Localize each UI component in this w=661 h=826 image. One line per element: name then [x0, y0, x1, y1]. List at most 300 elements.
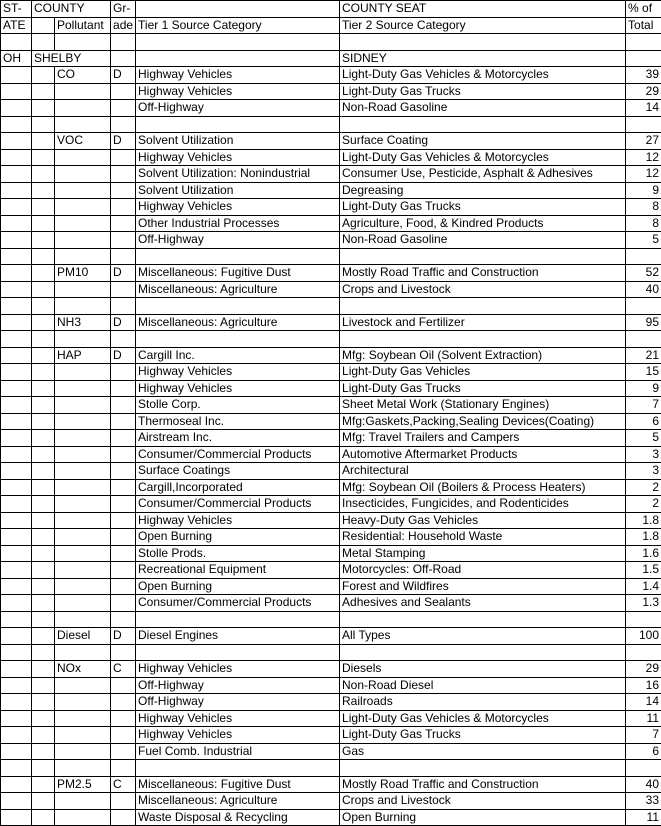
header-grade: Gr- [111, 1, 136, 18]
state-cell [1, 166, 32, 183]
table-row [1, 166, 661, 183]
tier1-cell: Fuel Comb. Industrial [136, 743, 340, 760]
state-cell [1, 496, 32, 513]
pct-cell: 3 [626, 446, 661, 463]
blank-cell [55, 644, 111, 661]
state-cell [1, 446, 32, 463]
blank-cell [32, 116, 55, 133]
state-cell [1, 430, 32, 447]
county-cell [32, 793, 55, 810]
tier2-cell: Metal Stamping [340, 545, 626, 562]
pollutant-cell: Diesel [55, 628, 111, 645]
grade-cell [111, 809, 136, 826]
table-row [1, 364, 661, 381]
pct-cell: 1.5 [626, 562, 661, 579]
table-row [1, 182, 661, 199]
table-row [1, 793, 661, 810]
pct-cell: 33 [626, 793, 661, 810]
grade-cell [111, 496, 136, 513]
grade-cell [111, 529, 136, 546]
pollutant-cell [55, 149, 111, 166]
tier2-cell: Light-Duty Gas Vehicles [340, 364, 626, 381]
tier2-cell: Non-Road Diesel [340, 677, 626, 694]
header-state-2: ATE [1, 17, 32, 34]
table-row [1, 628, 661, 645]
tier1-cell: Consumer/Commercial Products [136, 446, 340, 463]
pct-cell: 100 [626, 628, 661, 645]
state-cell [1, 595, 32, 612]
blank-cell [136, 611, 340, 628]
blank-cell [1, 116, 32, 133]
table-row [1, 694, 661, 711]
pollutant-cell [55, 281, 111, 298]
pollutant-cell: PM10 [55, 265, 111, 282]
header-pct: % of [626, 1, 661, 18]
grade-cell [111, 545, 136, 562]
header-row-1 [1, 1, 661, 18]
state-cell [1, 215, 32, 232]
tier2-cell: Mfg: Soybean Oil (Solvent Extraction) [340, 347, 626, 364]
header-total: Total [626, 17, 661, 34]
blank-cell [136, 331, 340, 348]
pollutant-cell [55, 413, 111, 430]
header-county: COUNTY [32, 1, 111, 18]
tier2-cell: Sheet Metal Work (Stationary Engines) [340, 397, 626, 414]
grade-cell [111, 199, 136, 216]
table-row [1, 100, 661, 117]
tier1-cell: Stolle Corp. [136, 397, 340, 414]
tier2-cell: Crops and Livestock [340, 793, 626, 810]
tier1-cell: Highway Vehicles [136, 380, 340, 397]
county-cell [32, 677, 55, 694]
pollutant-cell: HAP [55, 347, 111, 364]
table-row [1, 281, 661, 298]
spacer-row [1, 611, 661, 628]
tier1-cell: Miscellaneous: Fugitive Dust [136, 776, 340, 793]
tier1-cell: Miscellaneous: Agriculture [136, 314, 340, 331]
blank-cell [32, 760, 55, 777]
pct-cell: 16 [626, 677, 661, 694]
tier1-cell: Other Industrial Processes [136, 215, 340, 232]
tier1-cell: Thermoseal Inc. [136, 413, 340, 430]
state-cell [1, 199, 32, 216]
state-cell [1, 100, 32, 117]
county-cell [32, 149, 55, 166]
tier2-cell: Non-Road Gasoline [340, 100, 626, 117]
table-row [1, 677, 661, 694]
county-cell: SHELBY [32, 50, 111, 67]
pct-cell: 1.3 [626, 595, 661, 612]
pct-cell: 15 [626, 364, 661, 381]
state-cell [1, 661, 32, 678]
blank-cell [111, 644, 136, 661]
county-cell [32, 215, 55, 232]
blank-cell [55, 611, 111, 628]
tier2-cell: Mfg: Travel Trailers and Campers [340, 430, 626, 447]
blank-cell [32, 611, 55, 628]
state-cell [1, 793, 32, 810]
grade-cell: D [111, 628, 136, 645]
grade-cell [111, 694, 136, 711]
county-cell [32, 430, 55, 447]
header-state: ST- [1, 1, 32, 18]
tier2-cell: Degreasing [340, 182, 626, 199]
state-cell [1, 149, 32, 166]
pct-cell: 6 [626, 743, 661, 760]
pollutant-cell: NOx [55, 661, 111, 678]
pct-cell: 6 [626, 413, 661, 430]
blank-cell [626, 248, 661, 265]
blank-cell [136, 116, 340, 133]
pollutant-cell [55, 595, 111, 612]
tier2-cell: Light-Duty Gas Vehicles & Motorcycles [340, 710, 626, 727]
blank-cell [626, 644, 661, 661]
pct-cell: 8 [626, 199, 661, 216]
table-row [1, 529, 661, 546]
tier2-cell: Adhesives and Sealants [340, 595, 626, 612]
table-row [1, 595, 661, 612]
state-cell [1, 628, 32, 645]
pollutant-cell: CO [55, 67, 111, 84]
tier1-cell: Highway Vehicles [136, 67, 340, 84]
tier2-cell: Gas [340, 743, 626, 760]
header-pollutant: Pollutant [55, 17, 111, 34]
state-cell [1, 743, 32, 760]
header-blank [32, 17, 55, 34]
grade-cell [111, 479, 136, 496]
state-cell: OH [1, 50, 32, 67]
pct-cell: 3 [626, 463, 661, 480]
county-seat-cell: SIDNEY [340, 50, 626, 67]
blank-cell [32, 298, 55, 315]
state-cell [1, 265, 32, 282]
table-row [1, 479, 661, 496]
state-cell [1, 413, 32, 430]
tier1-cell: Solvent Utilization [136, 182, 340, 199]
table-row [1, 430, 661, 447]
county-cell [32, 397, 55, 414]
state-cell [1, 133, 32, 150]
table-row [1, 67, 661, 84]
grade-cell: C [111, 776, 136, 793]
pct-cell: 40 [626, 776, 661, 793]
spacer-row [1, 644, 661, 661]
county-cell [32, 628, 55, 645]
spacer-row [1, 248, 661, 265]
pct-cell: 14 [626, 100, 661, 117]
county-cell [32, 166, 55, 183]
blank-cell [111, 248, 136, 265]
table-row [1, 661, 661, 678]
state-cell [1, 479, 32, 496]
state-cell [1, 314, 32, 331]
county-cell [32, 809, 55, 826]
county-cell [32, 578, 55, 595]
grade-cell [111, 562, 136, 579]
pollutant-cell [55, 397, 111, 414]
county-cell [32, 314, 55, 331]
tier1-cell: Miscellaneous: Agriculture [136, 793, 340, 810]
blank-cell [626, 760, 661, 777]
tier1-cell: Open Burning [136, 529, 340, 546]
pct-cell: 1.8 [626, 529, 661, 546]
blank-cell [626, 34, 661, 51]
grade-cell [111, 83, 136, 100]
grade-cell [111, 710, 136, 727]
blank-cell [340, 116, 626, 133]
pollutant-cell [55, 182, 111, 199]
grade-cell: C [111, 661, 136, 678]
blank-cell [111, 331, 136, 348]
county-cell [32, 545, 55, 562]
table-row [1, 215, 661, 232]
table-row [1, 446, 661, 463]
tier1-cell: Miscellaneous: Fugitive Dust [136, 265, 340, 282]
table-row [1, 743, 661, 760]
blank-cell [55, 34, 111, 51]
tier2-cell: Light-Duty Gas Trucks [340, 380, 626, 397]
grade-cell [111, 793, 136, 810]
spacer-row [1, 116, 661, 133]
blank-cell [111, 611, 136, 628]
grade-cell [111, 727, 136, 744]
table-body [1, 1, 661, 826]
tier2-cell: Residential: Household Waste [340, 529, 626, 546]
tier1-cell: Consumer/Commercial Products [136, 595, 340, 612]
county-cell [32, 347, 55, 364]
grade-cell [111, 232, 136, 249]
pollutant-cell [55, 100, 111, 117]
tier2-cell: Light-Duty Gas Trucks [340, 83, 626, 100]
pollutant-cell [55, 199, 111, 216]
state-cell [1, 694, 32, 711]
header-grade-2: ade [111, 17, 136, 34]
tier1-cell: Cargill Inc. [136, 347, 340, 364]
state-cell [1, 677, 32, 694]
pct-cell: 12 [626, 166, 661, 183]
tier1-cell: Consumer/Commercial Products [136, 496, 340, 513]
state-cell [1, 364, 32, 381]
state-cell [1, 512, 32, 529]
pct-cell: 5 [626, 430, 661, 447]
county-cell [32, 100, 55, 117]
blank-cell [1, 611, 32, 628]
table-row [1, 413, 661, 430]
tier2-cell: Consumer Use, Pesticide, Asphalt & Adhesives [340, 166, 626, 183]
blank-cell [1, 248, 32, 265]
table-row [1, 776, 661, 793]
tier1-cell: Off-Highway [136, 694, 340, 711]
blank-cell [1, 34, 32, 51]
blank-cell [55, 298, 111, 315]
state-cell [1, 776, 32, 793]
tier2-cell: Non-Road Gasoline [340, 232, 626, 249]
pct-cell: 2 [626, 496, 661, 513]
blank-cell [111, 50, 136, 67]
county-cell [32, 182, 55, 199]
tier2-cell: Surface Coating [340, 133, 626, 150]
grade-cell [111, 166, 136, 183]
tier2-cell: Light-Duty Gas Vehicles & Motorcycles [340, 67, 626, 84]
table-row [1, 149, 661, 166]
grade-cell: D [111, 314, 136, 331]
blank-cell [136, 760, 340, 777]
table-row [1, 397, 661, 414]
grade-cell [111, 430, 136, 447]
county-cell [32, 529, 55, 546]
grade-cell [111, 512, 136, 529]
header-row-2 [1, 17, 661, 34]
blank-cell [340, 298, 626, 315]
blank-cell [32, 34, 55, 51]
pollutant-cell [55, 364, 111, 381]
grade-cell [111, 380, 136, 397]
pollutant-cell [55, 677, 111, 694]
grade-cell [111, 413, 136, 430]
state-cell [1, 83, 32, 100]
blank-cell [136, 644, 340, 661]
blank-cell [55, 248, 111, 265]
blank-cell [340, 248, 626, 265]
tier2-cell: Mfg: Soybean Oil (Boilers & Process Heaters) [340, 479, 626, 496]
state-cell [1, 545, 32, 562]
state-cell [1, 463, 32, 480]
pct-cell: 29 [626, 661, 661, 678]
header-tier1-category: Tier 1 Source Category [136, 17, 340, 34]
spacer-row [1, 298, 661, 315]
grade-cell: D [111, 347, 136, 364]
pollutant-cell: PM2.5 [55, 776, 111, 793]
pollutant-cell [55, 562, 111, 579]
tier1-cell: Highway Vehicles [136, 727, 340, 744]
tier1-cell: Cargill,Incorporated [136, 479, 340, 496]
tier2-cell: Open Burning [340, 809, 626, 826]
tier1-cell: Solvent Utilization: Nonindustrial [136, 166, 340, 183]
blank-cell [32, 644, 55, 661]
blank-cell [32, 331, 55, 348]
pct-cell: 8 [626, 215, 661, 232]
tier1-cell: Waste Disposal & Recycling [136, 809, 340, 826]
pct-cell: 5 [626, 232, 661, 249]
county-cell [32, 694, 55, 711]
pollutant-cell [55, 83, 111, 100]
table-row [1, 727, 661, 744]
blank-cell [111, 116, 136, 133]
tier1-cell: Recreational Equipment [136, 562, 340, 579]
pollutant-cell [55, 743, 111, 760]
grade-cell [111, 446, 136, 463]
county-cell [32, 83, 55, 100]
state-cell [1, 232, 32, 249]
county-cell [32, 661, 55, 678]
tier1-cell: Diesel Engines [136, 628, 340, 645]
table-row [1, 380, 661, 397]
blank-cell [136, 34, 340, 51]
tier1-cell: Off-Highway [136, 232, 340, 249]
pollutant-cell [55, 496, 111, 513]
tier2-cell: Motorcycles: Off-Road [340, 562, 626, 579]
blank-cell [626, 611, 661, 628]
tier2-cell: Light-Duty Gas Vehicles & Motorcycles [340, 149, 626, 166]
blank-cell [340, 644, 626, 661]
county-cell [32, 446, 55, 463]
pollutant-cell [55, 463, 111, 480]
county-cell [32, 743, 55, 760]
state-cell [1, 710, 32, 727]
pct-cell: 7 [626, 397, 661, 414]
table-row [1, 199, 661, 216]
grade-cell: D [111, 133, 136, 150]
pollutant-cell [55, 446, 111, 463]
grade-cell [111, 595, 136, 612]
county-cell [32, 776, 55, 793]
tier2-cell: All Types [340, 628, 626, 645]
county-cell [32, 232, 55, 249]
county-cell [32, 479, 55, 496]
pollutant-cell [55, 512, 111, 529]
tier2-cell: Heavy-Duty Gas Vehicles [340, 512, 626, 529]
tier1-cell: Surface Coatings [136, 463, 340, 480]
table-row [1, 133, 661, 150]
grade-cell [111, 182, 136, 199]
tier1-cell: Highway Vehicles [136, 199, 340, 216]
pct-cell: 14 [626, 694, 661, 711]
tier2-cell: Livestock and Fertilizer [340, 314, 626, 331]
blank-cell [1, 644, 32, 661]
spacer-row [1, 34, 661, 51]
tier1-cell: Miscellaneous: Agriculture [136, 281, 340, 298]
tier2-cell: Forest and Wildfires [340, 578, 626, 595]
tier2-cell: Mfg:Gaskets,Packing,Sealing Devices(Coating) [340, 413, 626, 430]
table-row [1, 710, 661, 727]
tier1-cell: Stolle Prods. [136, 545, 340, 562]
county-cell [32, 281, 55, 298]
table-row [1, 562, 661, 579]
table-row [1, 232, 661, 249]
state-cell [1, 727, 32, 744]
tier2-cell: Light-Duty Gas Trucks [340, 727, 626, 744]
table-row [1, 347, 661, 364]
location-row [1, 50, 661, 67]
grade-cell [111, 281, 136, 298]
blank-cell [32, 248, 55, 265]
tier1-cell: Highway Vehicles [136, 364, 340, 381]
county-cell [32, 496, 55, 513]
pollutant-cell [55, 809, 111, 826]
pollutant-cell [55, 430, 111, 447]
table-row [1, 265, 661, 282]
grade-cell [111, 743, 136, 760]
pollutant-cell [55, 727, 111, 744]
blank-cell [626, 331, 661, 348]
pollutant-cell [55, 710, 111, 727]
grade-cell: D [111, 67, 136, 84]
tier1-cell: Highway Vehicles [136, 710, 340, 727]
table-row [1, 578, 661, 595]
grade-cell [111, 149, 136, 166]
pct-cell: 29 [626, 83, 661, 100]
county-cell [32, 413, 55, 430]
tier2-cell: Mostly Road Traffic and Construction [340, 776, 626, 793]
pct-cell: 7 [626, 727, 661, 744]
blank-cell [136, 298, 340, 315]
blank-cell [111, 760, 136, 777]
pollutant-cell [55, 479, 111, 496]
grade-cell [111, 397, 136, 414]
county-cell [32, 562, 55, 579]
county-cell [32, 710, 55, 727]
tier2-cell: Railroads [340, 694, 626, 711]
